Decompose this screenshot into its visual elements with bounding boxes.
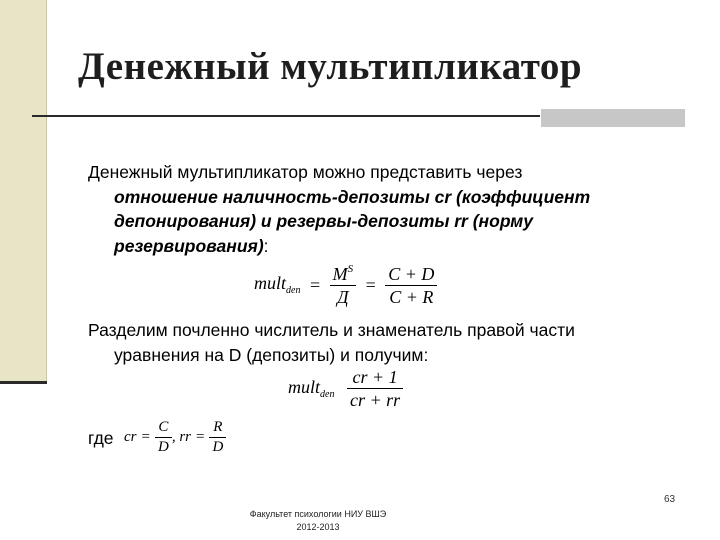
paragraph-definition-lead: Денежный мультипликатор можно представить через (88, 162, 523, 182)
paragraph-division-line-2: уравнения на D (депозиты) и получим: (114, 344, 429, 365)
emphasis-line-2: депонирования) и резервы-депозиты rr (норму (114, 211, 533, 231)
page-number: 63 (664, 494, 676, 505)
footer (230, 508, 406, 534)
formula2-lhs: mult$_{den}$ (288, 376, 335, 400)
formula1-fraction-ms: $\frac{M^S}{Д}$ (330, 264, 357, 306)
slide-title: Денежный мультипликатор (78, 45, 583, 88)
formula-money-multiplier (254, 264, 437, 306)
paragraph-definition-tail: : (263, 235, 269, 256)
formula1-equals-1: = (309, 275, 321, 295)
formula1-equals-2: = (365, 275, 376, 295)
footer-institution: Факультет психологии НИУ ВШЭ (249, 509, 387, 519)
formula-multiplier-ratios (288, 368, 403, 409)
cr-fraction: $\frac{C}{D}$ (155, 420, 172, 455)
emphasis-line-3: резервирования) (114, 235, 264, 256)
paragraph-division (88, 318, 688, 367)
formula-ratio-definitions: cr = $\frac{C}{D}$ , rr = $\frac{R}{D}$ (124, 420, 226, 455)
footer-year: 2012-2013 (296, 522, 340, 532)
formula1-lhs: mult$_{den}$ (254, 273, 301, 297)
where-label: где (88, 428, 114, 448)
formula2-fraction: $\frac{cr + 1}{cr + rr}$ (347, 368, 403, 409)
paragraph-definition (88, 160, 688, 258)
side-band-accent-line (0, 381, 47, 384)
title-divider-accent-box (541, 109, 685, 127)
paragraph-division-line-1: Разделим почленно числитель и знаменатель правой части (88, 320, 575, 340)
decorative-side-band (0, 0, 47, 381)
title-divider (32, 115, 540, 117)
formula1-fraction-cd: $\frac{C + D}{C + R}$ (385, 265, 437, 306)
emphasis-line-1: отношение наличность-депозиты cr (коэффициент (114, 186, 591, 207)
rr-fraction: $\frac{R}{D}$ (209, 420, 226, 455)
